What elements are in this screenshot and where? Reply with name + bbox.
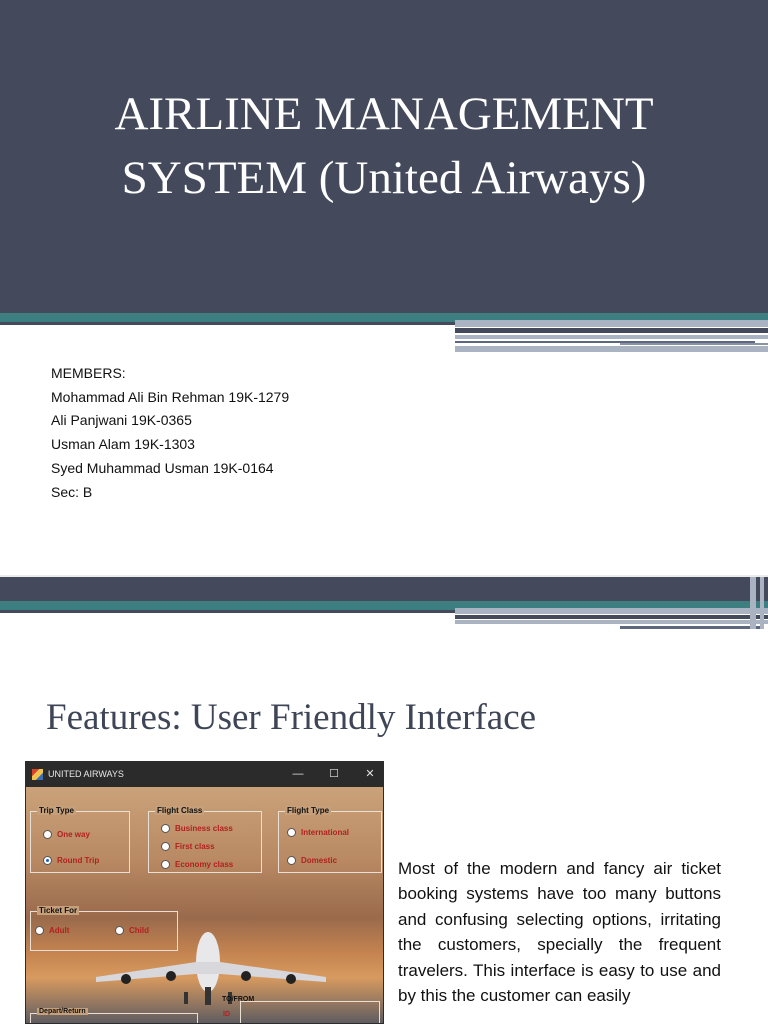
class-economy: Economy class — [161, 860, 233, 869]
slide2-header-band — [0, 577, 768, 601]
member-item: Ali Panjwani 19K-0365 — [51, 412, 192, 429]
title-line-1: AIRLINE MANAGEMENT — [114, 88, 654, 140]
trip-round-trip: Round Trip — [43, 856, 99, 865]
trip-one-way: One way — [43, 830, 90, 839]
type-international: International — [287, 828, 349, 837]
flight-type-label: Flight Type — [287, 806, 330, 815]
flight-type-group — [278, 806, 382, 873]
app-body — [26, 787, 383, 1024]
class-first: First class — [161, 842, 215, 851]
member-item: Usman Alam 19K-1303 — [51, 436, 195, 453]
maximize-icon: ☐ — [329, 768, 339, 780]
class-business: Business class — [161, 824, 233, 833]
member-item: Syed Muhammad Usman 19K-0164 — [51, 459, 274, 476]
ticket-adult: Adult — [35, 926, 69, 935]
flight-class-label: Flight Class — [157, 806, 203, 815]
members-list — [51, 362, 289, 504]
to-from-label: TO/FROM — [222, 996, 255, 1003]
app-logo-icon — [32, 769, 43, 780]
section-label: Sec: B — [51, 483, 93, 500]
close-icon: ✕ — [365, 768, 375, 780]
app-titlebar — [26, 762, 383, 787]
minimize-icon: — — [292, 768, 304, 780]
airplane-illustration — [86, 932, 336, 1012]
trip-type-label: Trip Type — [39, 806, 74, 815]
type-domestic: Domestic — [287, 856, 337, 865]
title-line-2: SYSTEM (United Airways) — [121, 152, 647, 204]
depart-return-group — [30, 1008, 198, 1024]
member-item: Mohammad Ali Bin Rehman 19K-1279 — [51, 388, 290, 405]
app-window-title: UNITED AIRWAYS — [48, 769, 124, 779]
trip-type-group — [30, 806, 130, 873]
app-screenshot — [25, 761, 384, 1024]
ticket-for-label: Ticket For — [39, 906, 78, 915]
members-heading: MEMBERS: — [51, 365, 126, 381]
depart-return-label: Depart/Return — [39, 1008, 86, 1015]
to-from-group — [240, 1001, 380, 1024]
slide2-body-text: Most of the modern and fancy air ticket booking systems have too many buttons and confusing selecting options, irritating the customers, specially the frequent travelers. This interface is easy to use and by this the customer can easily — [398, 859, 721, 1006]
presentation-title — [0, 82, 768, 210]
ticket-child: Child — [115, 926, 149, 935]
slide2-title: Features: User Friendly Interface — [46, 697, 537, 738]
flight-class-group — [148, 806, 262, 873]
radio-one-way — [43, 830, 52, 839]
code-label: ID — [223, 1011, 230, 1018]
radio-round-trip — [43, 856, 52, 865]
